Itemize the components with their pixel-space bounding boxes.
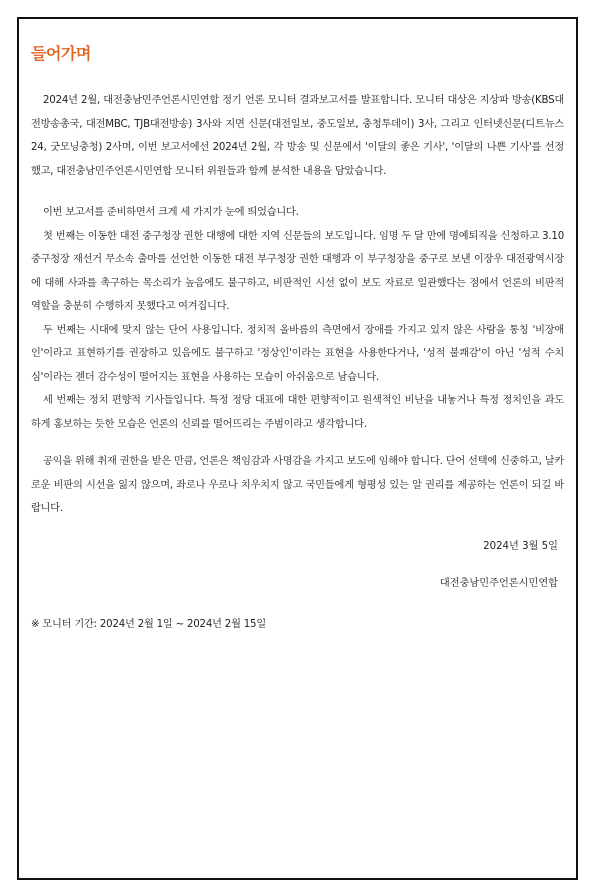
finding-second: 두 번째는 시대에 맞지 않는 단어 사용입니다. 정치적 올바름의 측면에서 장애를 가지고 있지 않은 사람을 통칭 '비장애인'이라고 표현하기를 권장하고 있음에도 불구하고 '정상인'이라는 표현을 사용한다거나, '성적 불쾌감'이 아닌 '성적 수치심'이라는 젠더 감수성이 떨어지는 표현을 사용하는 모습이 아쉬움으로 남습니다. [31, 324, 564, 383]
monitor-period-note: ※ 모니터 기간: 2024년 2월 1일 ~ 2024년 2월 15일 [31, 618, 266, 630]
findings-section [31, 201, 564, 436]
findings-lead: 이번 보고서를 준비하면서 크게 세 가지가 눈에 띄었습니다. [43, 207, 299, 218]
closing-paragraph: 공익을 위해 취재 권한을 받은 만큼, 언론은 책임감과 사명감을 가지고 보도에 임해야 합니다. 단어 선택에 신중하고, 날카로운 비판의 시선을 잃지 않으며, 좌로나 우로나 치우치지 않고 국민들에게 형평성 있는 알 권리를 제공하는 언론이 되길 바랍니다. [31, 456, 564, 514]
intro-paragraph: 2024년 2월, 대전충남민주언론시민연합 정기 언론 모니터 결과보고서를 발표합니다. 모니터 대상은 지상파 방송(KBS대전방송총국, 대전MBC, TJB대전방송) 3사와 지면 신문(대전일보, 중도일보, 충청투데이) 3사, 그리고 인터넷신문(디트뉴스24, 굿모닝충청) 2사며, 이번 보고서에선 2024년 2월, 각 방송 및 신문에서 '이달의 좋은 기사', '이달의 나쁜 기사'를 선정했고, 대전충남민주언론시민연합 모니터 위원들과 함께 분석한 내용을 담았습니다. [31, 95, 564, 177]
report-date: 2024년 3월 5일 [483, 540, 558, 552]
organization-name: 대전충남민주언론시민연합 [439, 577, 558, 589]
report-page [17, 17, 578, 880]
finding-third: 세 번째는 정치 편향적 기사들입니다. 특정 정당 대표에 대한 편향적이고 원색적인 비난을 내놓거나 특정 정치인을 과도하게 홍보하는 듯한 모습은 언론의 신뢰를 떨어뜨리는 주범이라고 생각합니다. [31, 395, 564, 430]
section-heading: 들어가며 [31, 44, 91, 63]
finding-first: 첫 번째는 이동한 대전 중구청장 권한 대행에 대한 지역 신문들의 보도입니다. 임명 두 달 만에 명예퇴직을 신청하고 3.10 중구청장 재선거 무소속 출마를 선언한 이동한 대전 부구청장 권한 대행과 이 부구청장을 중구로 보낸 이장우 대전광역시장에 대해 사과를 촉구하는 목소리가 높음에도 불구하고, 비판적인 시선 없이 보도 자료로 일관했다는 점에서 언론의 비판적 역할을 충분히 수행하지 못했다고 여겨집니다. [31, 230, 564, 312]
